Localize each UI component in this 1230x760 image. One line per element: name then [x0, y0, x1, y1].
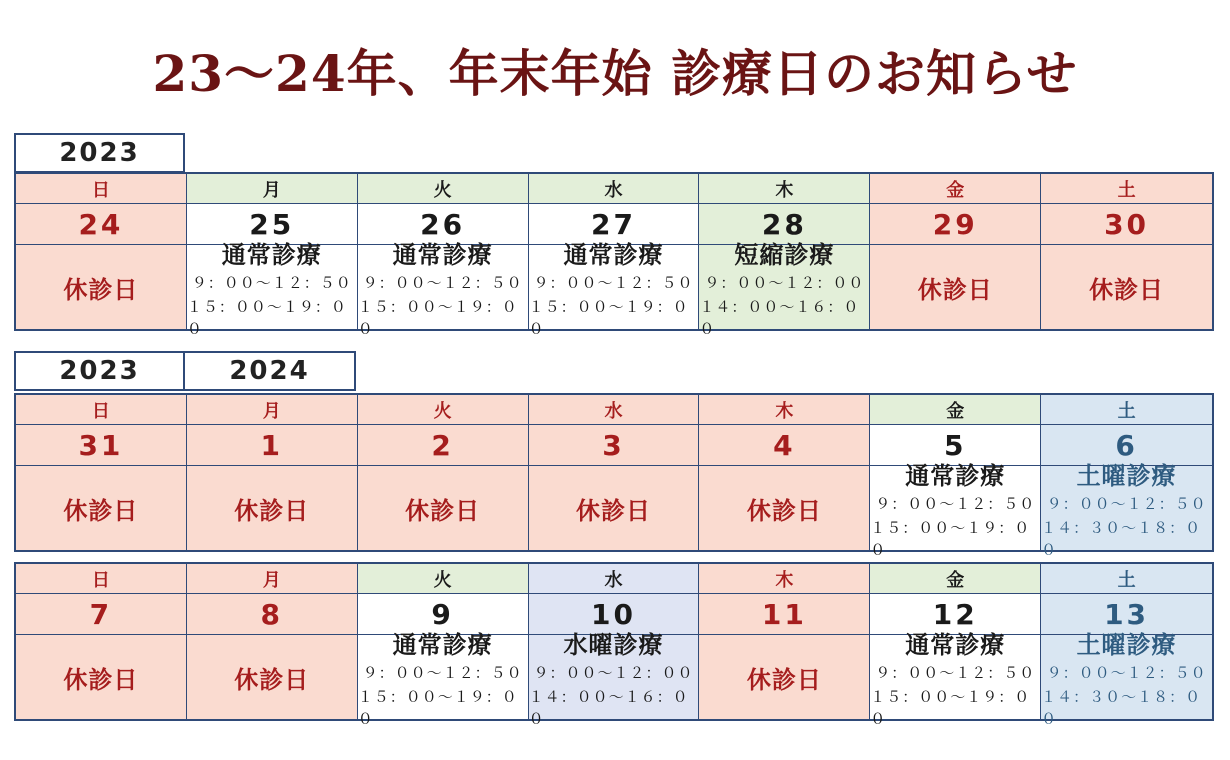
weekday-header: 木	[699, 174, 870, 204]
day-status	[187, 466, 358, 550]
day-status	[187, 635, 358, 719]
day-status	[870, 245, 1041, 329]
status-label: 休診日	[746, 496, 822, 525]
weekday-header: 月	[187, 395, 358, 425]
clinic-hours: ９：００～１２：５０	[1046, 663, 1207, 682]
calendar-week-1	[14, 172, 1214, 338]
weekday-header: 木	[699, 395, 870, 425]
status-label: 休診日	[575, 496, 651, 525]
clinic-hours: ９：００～１２：００	[704, 273, 865, 292]
weekday-header: 金	[870, 174, 1041, 204]
clinic-hours: １４：３０～１８：００	[1041, 687, 1202, 728]
date-number: 27	[529, 204, 700, 245]
status-label: 休診日	[746, 665, 822, 694]
status-label: 通常診療	[392, 630, 493, 659]
date-number: 29	[870, 204, 1041, 245]
status-label: 休診日	[234, 496, 310, 525]
day-status	[16, 245, 187, 329]
status-label: 通常診療	[392, 240, 493, 269]
clinic-hours: １５：００～１９：００	[357, 297, 518, 338]
clinic-hours: ９：００～１２：５０	[875, 663, 1036, 682]
day-status	[16, 635, 187, 719]
clinic-hours: １４：３０～１８：００	[1041, 518, 1202, 559]
weekday-header: 土	[1041, 564, 1212, 594]
weekday-header: 火	[358, 174, 529, 204]
clinic-hours: ９：００～１２：５０	[191, 273, 352, 292]
weekday-header: 日	[16, 174, 187, 204]
date-number: 30	[1041, 204, 1212, 245]
day-status	[529, 466, 700, 550]
status-label: 休診日	[63, 275, 139, 304]
date-number: 25	[187, 204, 358, 245]
year-label: 2024	[185, 351, 356, 391]
clinic-hours: ９：００～１２：５０	[533, 273, 694, 292]
weekday-header: 木	[699, 564, 870, 594]
day-status	[358, 466, 529, 550]
date-number: 12	[870, 594, 1041, 635]
date-number: 3	[529, 425, 700, 466]
day-status	[1041, 245, 1212, 329]
date-number: 31	[16, 425, 187, 466]
weekday-header: 金	[870, 564, 1041, 594]
date-number: 2	[358, 425, 529, 466]
status-label: 水曜診療	[563, 630, 664, 659]
date-number: 26	[358, 204, 529, 245]
status-label: 土曜診療	[1076, 630, 1177, 659]
day-status	[699, 635, 870, 719]
date-number: 24	[16, 204, 187, 245]
clinic-hours: ９：００～１２：５０	[875, 494, 1036, 513]
weekday-header: 土	[1041, 395, 1212, 425]
clinic-hours: １５：００～１９：００	[528, 297, 689, 338]
year-tabs-1	[14, 133, 185, 173]
clinic-hours: ９：００～１２：５０	[362, 273, 523, 292]
status-label: 休診日	[917, 275, 993, 304]
weekday-header: 日	[16, 564, 187, 594]
clinic-hours: １５：００～１９：００	[357, 687, 518, 728]
day-status	[1041, 630, 1212, 728]
clinic-hours: １４：００～１６：００	[528, 687, 689, 728]
day-status	[16, 466, 187, 550]
status-label: 通常診療	[221, 240, 322, 269]
date-number: 6	[1041, 425, 1212, 466]
date-number: 7	[16, 594, 187, 635]
date-number: 8	[187, 594, 358, 635]
day-status	[186, 240, 358, 338]
status-label: 短縮診療	[734, 240, 835, 269]
day-status	[528, 240, 700, 338]
date-number: 4	[699, 425, 870, 466]
status-label: 休診日	[63, 665, 139, 694]
weekday-header: 月	[187, 174, 358, 204]
status-label: 休診日	[405, 496, 481, 525]
status-label: 土曜診療	[1076, 461, 1177, 490]
weekday-header: 水	[529, 395, 700, 425]
weekday-header: 水	[529, 564, 700, 594]
clinic-hours: １５：００～１９：００	[870, 518, 1031, 559]
day-status	[357, 630, 529, 728]
clinic-hours: １５：００～１９：００	[186, 297, 347, 338]
day-status	[528, 630, 700, 728]
date-number: 28	[699, 204, 870, 245]
calendar-week-2	[14, 393, 1214, 559]
day-status	[699, 240, 870, 338]
weekday-header: 水	[529, 174, 700, 204]
status-label: 通常診療	[905, 630, 1006, 659]
weekday-header: 土	[1041, 174, 1212, 204]
clinic-hours: １５：００～１９：００	[870, 687, 1031, 728]
year-label: 2023	[14, 351, 185, 391]
date-number: 9	[358, 594, 529, 635]
day-status	[1041, 461, 1212, 559]
calendar-week-3	[14, 562, 1214, 728]
weekday-header: 火	[358, 395, 529, 425]
clinic-hours: ９：００～１２：００	[533, 663, 694, 682]
day-status	[357, 240, 529, 338]
date-number: 10	[529, 594, 700, 635]
status-label: 休診日	[1089, 275, 1165, 304]
date-number: 5	[870, 425, 1041, 466]
year-label: 2023	[14, 133, 185, 173]
date-number: 1	[187, 425, 358, 466]
day-status	[870, 630, 1041, 728]
date-number: 13	[1041, 594, 1212, 635]
clinic-hours: １４：００～１６：００	[699, 297, 860, 338]
weekday-header: 月	[187, 564, 358, 594]
day-status	[699, 466, 870, 550]
status-label: 通常診療	[905, 461, 1006, 490]
weekday-header: 金	[870, 395, 1041, 425]
day-status	[870, 461, 1041, 559]
page-title: 23～24年、年末年始 診療日のお知らせ	[152, 44, 1078, 103]
year-tabs-2	[14, 351, 356, 391]
status-label: 通常診療	[563, 240, 664, 269]
clinic-hours: ９：００～１２：５０	[362, 663, 523, 682]
status-label: 休診日	[234, 665, 310, 694]
clinic-hours: ９：００～１２：５０	[1046, 494, 1207, 513]
status-label: 休診日	[63, 496, 139, 525]
weekday-header: 日	[16, 395, 187, 425]
weekday-header: 火	[358, 564, 529, 594]
date-number: 11	[699, 594, 870, 635]
